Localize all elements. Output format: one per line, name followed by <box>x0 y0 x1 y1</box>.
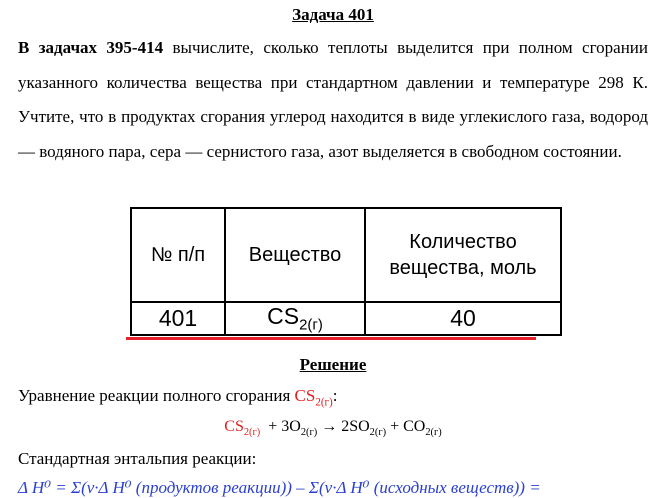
header-substance: Вещество <box>225 208 365 302</box>
enthalpy-formula: Δ H⁰ = Σ(ν·Δ H⁰ (продуктов реакции)) – Σ(ν·Δ H⁰ (исходных веществ)) = <box>18 478 541 497</box>
cell-substance <box>225 302 365 335</box>
eq-reactant-1: $CS_{2(г)}$ <box>224 418 261 439</box>
header-number: № п/п <box>131 208 225 302</box>
table-row <box>131 302 561 335</box>
data-table <box>130 207 562 336</box>
table-header-row <box>131 208 561 302</box>
enthalpy-label: Стандартная энтальпия реакции: <box>18 449 257 468</box>
task-text: вычислите, сколько теплоты выделится при полном сгорании указанного количества вещества при стандартном давлении и температуре 298 К. Учтите, что в продуктах сгорания углерод находится в виде углекислого газа, водород — водяного пара, сера — сернистого газа, азот выделяется в свободном состоянии. <box>18 38 648 161</box>
task-range: В задачах 395-414 <box>18 38 164 57</box>
solution-title: Решение <box>299 355 367 374</box>
eq-product-2: + $CO_{2(г)}$ <box>390 418 442 439</box>
eq-arrow: → <box>321 418 338 435</box>
eq-product-1: $2SO_{2(г)}$ <box>341 418 387 439</box>
cell-amount: 40 <box>365 302 561 335</box>
reaction-equation <box>0 418 666 438</box>
substance-formula: CS <box>267 303 300 329</box>
reaction-intro <box>18 386 337 408</box>
table-underline <box>126 337 536 340</box>
eq-reactant-2: + $3O_{2(г)}$ <box>268 418 318 439</box>
header-amount: Количество вещества, моль <box>365 208 561 302</box>
substance-subscript: 2(г) <box>299 316 323 334</box>
data-table-wrapper <box>130 207 562 336</box>
reaction-substance: $CS_{2(г)}$ <box>294 386 333 409</box>
reaction-intro-colon: : <box>332 386 338 405</box>
task-title: Задача 401 <box>292 5 374 24</box>
reaction-intro-text: Уравнение реакции полного сгорания <box>18 386 295 405</box>
cell-number: 401 <box>131 302 225 335</box>
task-description <box>18 31 648 169</box>
